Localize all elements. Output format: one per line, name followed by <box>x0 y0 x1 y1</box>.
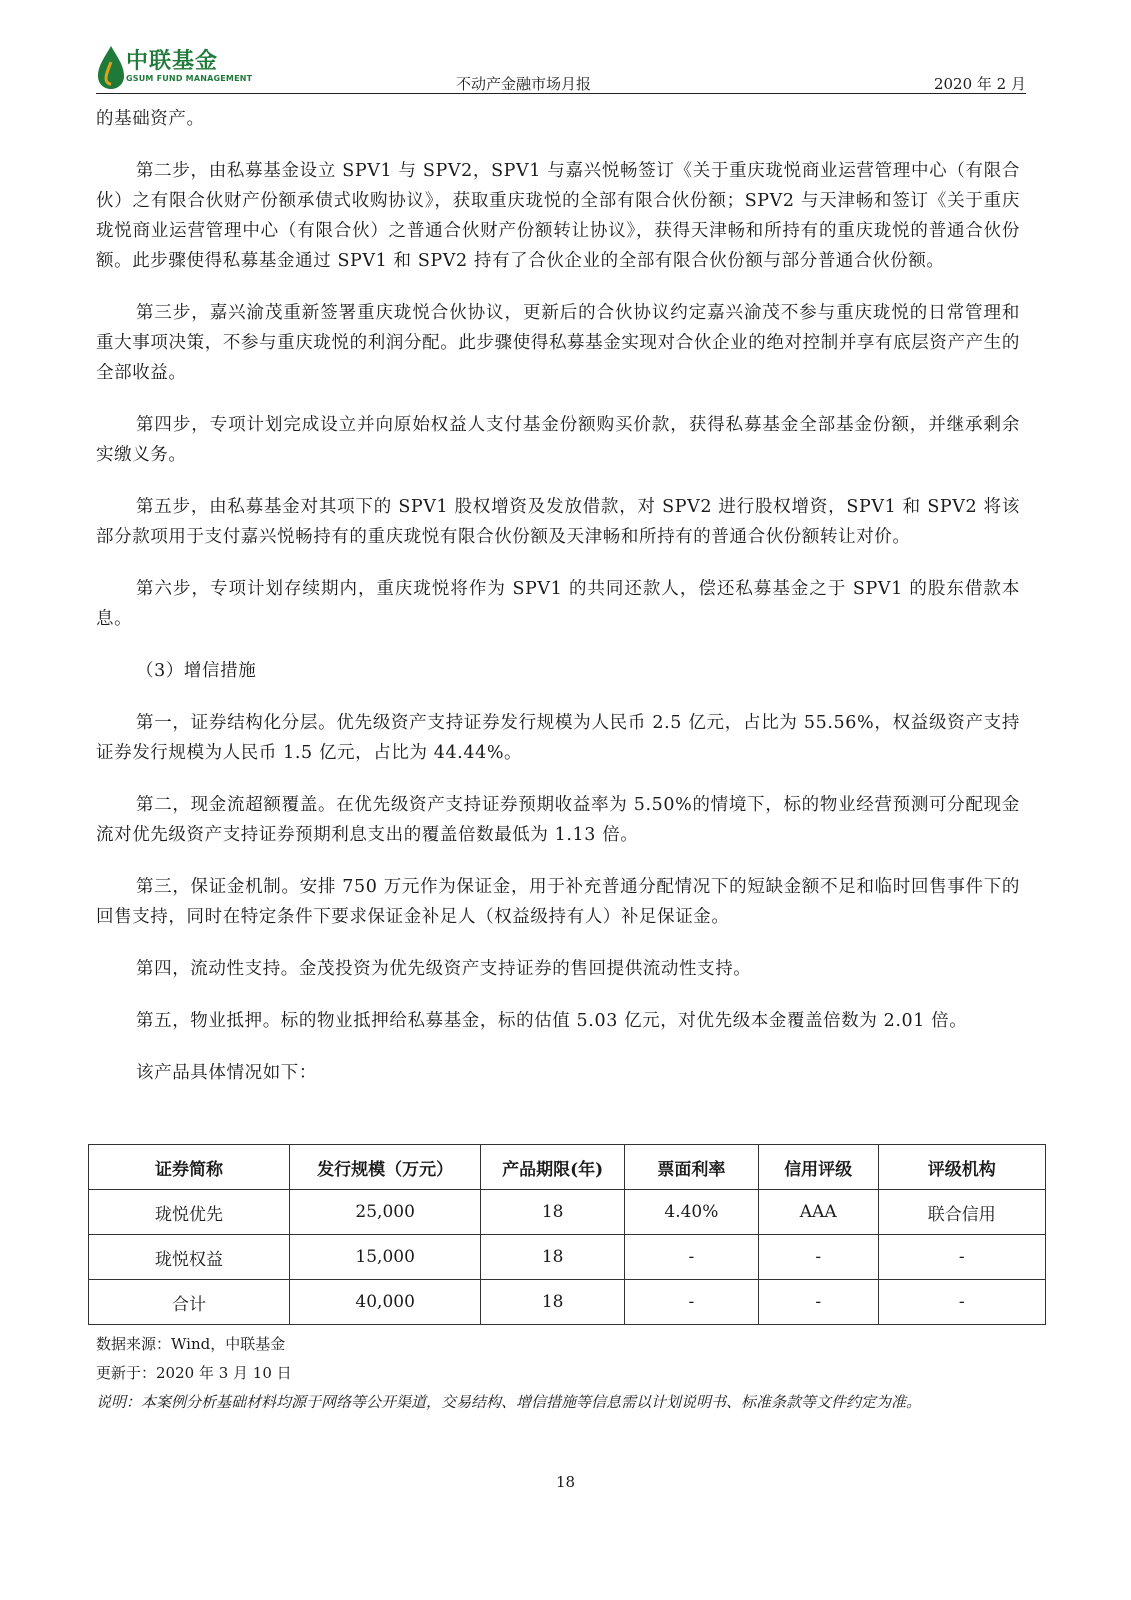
report-title: 不动产金融市场月报 <box>456 75 592 93</box>
header-divider <box>96 93 1026 94</box>
section-heading: （3）增信措施 <box>136 661 257 681</box>
column-header: 发行规模（万元） <box>289 1145 480 1190</box>
paragraph: 第二步，由私募基金设立 SPV1 与 SPV2，SPV1 与嘉兴悦畅签订《关于重庆珑悦商业运营管理中心（有限合伙）之有限合伙财产份额承债式收购协议》，获取重庆珑悦的全部有限合伙份额；SPV2 与天津畅和签订《关于重庆珑悦商业运营管理中心（有限合伙）之普通合伙财产份额转让协议》，获得天津畅和所持有的重庆珑悦的普通合伙份额。此步骤使得私募基金通过 SPV1 和 SPV2 持有了合伙企业的全部有限合伙份额与部分普通合伙份额。 <box>96 161 1020 271</box>
updated-note: 更新于：2020 年 3 月 10 日 <box>96 1364 292 1382</box>
document-body <box>96 104 1020 1110</box>
table-cell: - <box>878 1280 1046 1325</box>
table-cell: - <box>624 1280 758 1325</box>
disclaimer-note: 说明：本案例分析基础材料均源于网络等公开渠道，交易结构、增信措施等信息需以计划说明书、标准条款等文件约定为准。 <box>96 1393 922 1411</box>
table-cell: AAA <box>758 1190 878 1235</box>
product-table <box>88 1144 1046 1325</box>
table-cell: 25,000 <box>289 1190 480 1235</box>
table-header-row <box>89 1145 1046 1190</box>
column-header: 信用评级 <box>758 1145 878 1190</box>
table-notes <box>96 1330 921 1417</box>
logo-name-en: GSUM FUND MANAGEMENT <box>126 74 253 83</box>
table-cell: 18 <box>481 1280 625 1325</box>
paragraph: 第五步，由私募基金对其项下的 SPV1 股权增资及发放借款，对 SPV2 进行股权增资，SPV1 和 SPV2 将该部分款项用于支付嘉兴悦畅持有的重庆珑悦有限合伙份额及天津畅和所持有的普通合伙份额转让对价。 <box>96 497 1020 547</box>
paragraph: 第四步，专项计划完成设立并向原始权益人支付基金份额购买价款，获得私募基金全部基金份额，并继承剩余实缴义务。 <box>96 415 1020 465</box>
paragraph: 第四，流动性支持。金茂投资为优先级资产支持证券的售回提供流动性支持。 <box>136 959 752 979</box>
data-source-note: 数据来源：Wind，中联基金 <box>96 1335 286 1353</box>
report-date: 2020 年 2 月 <box>933 75 1026 93</box>
paragraph: 第二，现金流超额覆盖。在优先级资产支持证券预期收益率为 5.50%的情境下，标的物业经营预测可分配现金流对优先级资产支持证券预期利息支出的覆盖倍数最低为 1.13 倍。 <box>96 795 1020 845</box>
paragraph: 该产品具体情况如下： <box>136 1063 317 1083</box>
table-cell: 18 <box>481 1235 625 1280</box>
paragraph: 第三，保证金机制。安排 750 万元作为保证金，用于补充普通分配情况下的短缺金额不足和临时回售事件下的回售支持，同时在特定条件下要求保证金补足人（权益级持有人）补足保证金。 <box>96 877 1020 927</box>
column-header: 产品期限(年) <box>481 1145 625 1190</box>
table-cell: 珑悦优先 <box>89 1190 290 1235</box>
table-cell: 珑悦权益 <box>89 1235 290 1280</box>
table-cell: 4.40% <box>624 1190 758 1235</box>
table-row <box>89 1190 1046 1235</box>
logo-name-cn: 中联基金 <box>126 49 219 74</box>
table-row <box>89 1280 1046 1325</box>
column-header: 证券简称 <box>89 1145 290 1190</box>
leaf-drop-icon <box>96 44 126 90</box>
table-cell: 15,000 <box>289 1235 480 1280</box>
table-row <box>89 1235 1046 1280</box>
table-cell: - <box>624 1235 758 1280</box>
paragraph: 的基础资产。 <box>96 109 205 129</box>
paragraph: 第三步，嘉兴渝茂重新签署重庆珑悦合伙协议，更新后的合伙协议约定嘉兴渝茂不参与重庆珑悦的日常管理和重大事项决策，不参与重庆珑悦的利润分配。此步骤使得私募基金实现对合伙企业的绝对控制并享有底层资产产生的全部收益。 <box>96 303 1020 383</box>
table-cell: - <box>878 1235 1046 1280</box>
column-header: 票面利率 <box>624 1145 758 1190</box>
paragraph: 第六步，专项计划存续期内，重庆珑悦将作为 SPV1 的共同还款人，偿还私募基金之于 SPV1 的股东借款本息。 <box>96 579 1020 629</box>
page-number: 18 <box>555 1473 576 1491</box>
table-cell: 18 <box>481 1190 625 1235</box>
paragraph: 第五，物业抵押。标的物业抵押给私募基金，标的估值 5.03 亿元，对优先级本金覆盖倍数为 2.01 倍。 <box>136 1011 968 1031</box>
table-cell: 合计 <box>89 1280 290 1325</box>
page-header <box>96 40 1026 94</box>
paragraph: 第一，证券结构化分层。优先级资产支持证券发行规模为人民币 2.5 亿元，占比为 55.56%，权益级资产支持证券发行规模为人民币 1.5 亿元，占比为 44.44%。 <box>96 713 1020 763</box>
column-header: 评级机构 <box>878 1145 1046 1190</box>
table-cell: 联合信用 <box>878 1190 1046 1235</box>
table-cell: - <box>758 1235 878 1280</box>
table-cell: 40,000 <box>289 1280 480 1325</box>
table-cell: - <box>758 1280 878 1325</box>
company-logo <box>96 44 256 92</box>
